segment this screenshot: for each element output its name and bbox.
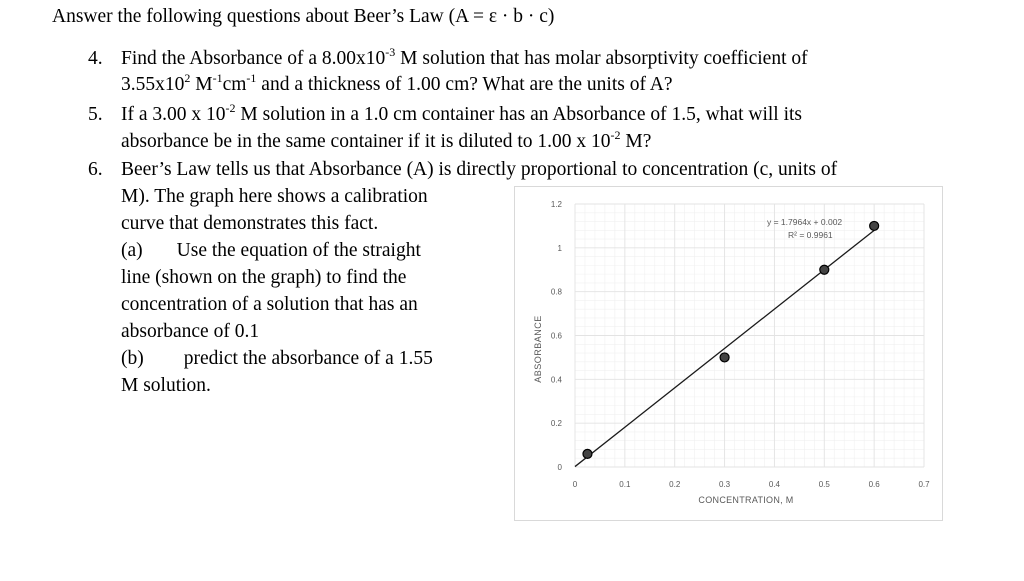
x-tick-label: 0.6: [868, 480, 880, 489]
question-6: [88, 157, 103, 184]
data-point: [820, 265, 829, 274]
question-6-line-1: Beer’s Law tells us that Absorbance (A) is directly proportional to concentration (c, units of: [121, 159, 838, 180]
x-tick-label: 0.3: [719, 480, 731, 489]
question-5-line-2: absorbance be in the same container if it is diluted to 1.00 x $10^{-2}$ M?: [121, 128, 652, 152]
question-6a-line-1: (a) Use the equation of the straight: [121, 240, 421, 261]
x-axis-label: CONCENTRATION, M: [698, 495, 794, 505]
y-tick-label: 0.4: [550, 375, 562, 385]
y-tick-label: 1: [557, 243, 562, 253]
data-point: [583, 449, 592, 458]
x-tick-label: 0.2: [669, 480, 681, 489]
data-point: [720, 353, 729, 362]
question-5-number: 5.: [88, 104, 103, 125]
question-4: [88, 46, 103, 73]
data-point: [870, 221, 879, 230]
question-6a-line-2: line (shown on the graph) to find the: [121, 267, 407, 288]
y-tick-label: 0.8: [550, 287, 562, 297]
y-tick-label: 0.2: [550, 419, 562, 429]
question-5: [88, 102, 103, 129]
question-6-line-2: M). The graph here shows a calibration: [121, 186, 428, 207]
y-tick-label: 1.2: [550, 200, 562, 209]
x-tick-label: 0.4: [768, 480, 780, 489]
x-tick-label: 0.7: [918, 480, 930, 489]
question-6a-line-4: absorbance of 0.1: [121, 321, 260, 342]
question-6-number: 6.: [88, 159, 103, 180]
question-6b-line-2: M solution.: [121, 375, 211, 396]
question-5-line-1: If a 3.00 x $10^{-2}$ M solution in a 1.0 cm container has an Absorbance of 1.5, what will its: [121, 101, 803, 125]
y-tick-label: 0.6: [550, 331, 562, 341]
question-4-line-2: $3.55x10^2$ $M^{-1}cm^{-1}$ and a thickness of 1.00 cm? What are the units of A?: [121, 71, 673, 95]
question-4-number: 4.: [88, 48, 103, 69]
x-tick-label: 0.1: [619, 480, 631, 489]
x-tick-label: 0.5: [818, 480, 830, 489]
y-axis-label: ABSORBANCE: [533, 315, 543, 383]
trendline-equation: y = 1.7964x + 0.002: [767, 217, 843, 227]
page-title: Answer the following questions about Beer’s Law (A = ε · b · c): [52, 6, 555, 27]
calibration-curve-chart: [514, 186, 944, 522]
x-tick-label: 0: [572, 480, 578, 489]
question-6a-line-3: concentration of a solution that has an: [121, 294, 418, 315]
question-6b-line-1: (b) predict the absorbance of a 1.55: [121, 348, 433, 369]
y-tick-label: 0: [557, 463, 562, 472]
question-4-line-1: Find the Absorbance of a $8.00x10^{-3}$ M solution that has molar absorptivity coefficient of: [121, 45, 808, 69]
question-6-line-3: curve that demonstrates this fact.: [121, 213, 379, 234]
chart-border: [515, 187, 943, 521]
r-squared-label: R² = 0.9961: [788, 230, 833, 240]
